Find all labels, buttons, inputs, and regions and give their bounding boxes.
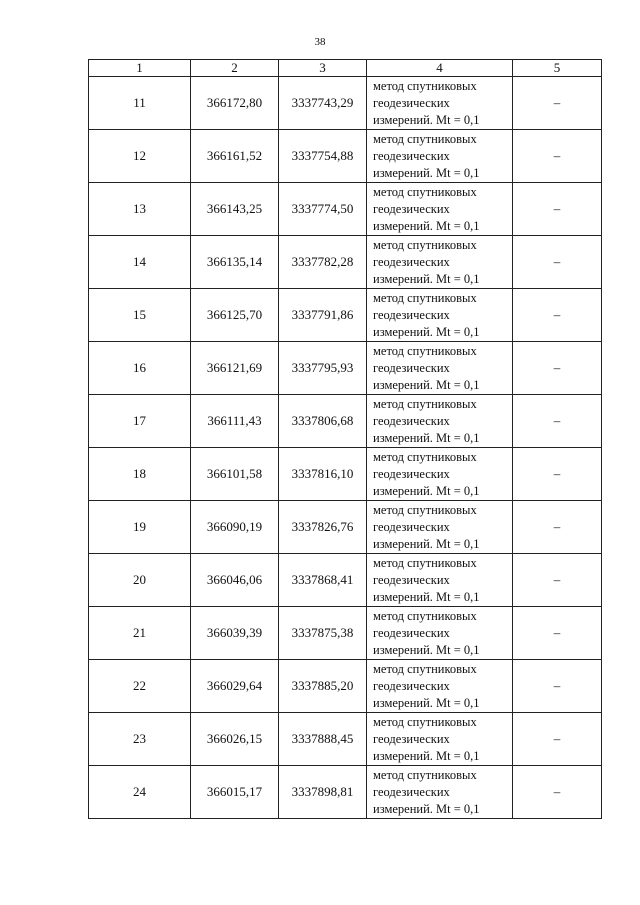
y-coordinate-cell: 3337782,28 [279, 236, 367, 289]
method-line: геодезических [373, 254, 450, 269]
note-cell: – [513, 395, 602, 448]
method-line: измерений. Mt = 0,1 [373, 271, 480, 286]
method-line: геодезических [373, 731, 450, 746]
coordinates-table [88, 59, 602, 819]
note-cell: – [513, 342, 602, 395]
method-line: геодезических [373, 466, 450, 481]
y-coordinate-cell: 3337888,45 [279, 713, 367, 766]
method-cell [367, 289, 513, 342]
point-number-cell: 23 [89, 713, 191, 766]
point-number-cell: 24 [89, 766, 191, 819]
point-number-cell: 17 [89, 395, 191, 448]
header-col-5: 5 [513, 60, 602, 77]
method-line: метод спутниковых [373, 714, 477, 729]
method-line: измерений. Mt = 0,1 [373, 589, 480, 604]
method-line: геодезических [373, 678, 450, 693]
method-line: метод спутниковых [373, 184, 477, 199]
method-line: геодезических [373, 519, 450, 534]
method-line: измерений. Mt = 0,1 [373, 218, 480, 233]
method-line: метод спутниковых [373, 767, 477, 782]
point-number-cell: 22 [89, 660, 191, 713]
method-line: геодезических [373, 201, 450, 216]
header-row [89, 60, 602, 77]
point-number-cell: 15 [89, 289, 191, 342]
method-line: измерений. Mt = 0,1 [373, 801, 480, 816]
method-line: измерений. Mt = 0,1 [373, 748, 480, 763]
page-number: 38 [314, 36, 326, 48]
x-coordinate-cell: 366121,69 [191, 342, 279, 395]
note-cell: – [513, 660, 602, 713]
method-cell [367, 183, 513, 236]
method-line: измерений. Mt = 0,1 [373, 324, 480, 339]
method-line: метод спутниковых [373, 290, 477, 305]
y-coordinate-cell: 3337816,10 [279, 448, 367, 501]
x-coordinate-cell: 366172,80 [191, 77, 279, 130]
method-cell [367, 130, 513, 183]
table-row [89, 660, 602, 713]
header-col-4: 4 [367, 60, 513, 77]
x-coordinate-cell: 366101,58 [191, 448, 279, 501]
y-coordinate-cell: 3337754,88 [279, 130, 367, 183]
method-cell [367, 607, 513, 660]
method-cell [367, 395, 513, 448]
y-coordinate-cell: 3337826,76 [279, 501, 367, 554]
method-line: измерений. Mt = 0,1 [373, 430, 480, 445]
method-line: измерений. Mt = 0,1 [373, 483, 480, 498]
x-coordinate-cell: 366111,43 [191, 395, 279, 448]
point-number-cell: 16 [89, 342, 191, 395]
method-line: метод спутниковых [373, 396, 477, 411]
method-line: метод спутниковых [373, 343, 477, 358]
table-row [89, 130, 602, 183]
x-coordinate-cell: 366125,70 [191, 289, 279, 342]
point-number-cell: 13 [89, 183, 191, 236]
method-line: метод спутниковых [373, 608, 477, 623]
method-line: измерений. Mt = 0,1 [373, 112, 480, 127]
method-line: метод спутниковых [373, 502, 477, 517]
method-line: метод спутниковых [373, 131, 477, 146]
method-line: геодезических [373, 95, 450, 110]
x-coordinate-cell: 366143,25 [191, 183, 279, 236]
table-row [89, 183, 602, 236]
note-cell: – [513, 77, 602, 130]
method-line: измерений. Mt = 0,1 [373, 695, 480, 710]
x-coordinate-cell: 366135,14 [191, 236, 279, 289]
method-line: метод спутниковых [373, 237, 477, 252]
note-cell: – [513, 130, 602, 183]
table-header [89, 60, 602, 77]
header-col-1: 1 [89, 60, 191, 77]
x-coordinate-cell: 366015,17 [191, 766, 279, 819]
table-row [89, 501, 602, 554]
method-line: метод спутниковых [373, 449, 477, 464]
table-row [89, 236, 602, 289]
table-row [89, 77, 602, 130]
x-coordinate-cell: 366161,52 [191, 130, 279, 183]
note-cell: – [513, 607, 602, 660]
method-line: геодезических [373, 413, 450, 428]
point-number-cell: 18 [89, 448, 191, 501]
y-coordinate-cell: 3337791,86 [279, 289, 367, 342]
table-row [89, 448, 602, 501]
note-cell: – [513, 713, 602, 766]
x-coordinate-cell: 366046,06 [191, 554, 279, 607]
note-cell: – [513, 766, 602, 819]
note-cell: – [513, 554, 602, 607]
point-number-cell: 14 [89, 236, 191, 289]
y-coordinate-cell: 3337806,68 [279, 395, 367, 448]
note-cell: – [513, 183, 602, 236]
x-coordinate-cell: 366029,64 [191, 660, 279, 713]
table-row [89, 713, 602, 766]
point-number-cell: 21 [89, 607, 191, 660]
x-coordinate-cell: 366090,19 [191, 501, 279, 554]
x-coordinate-cell: 366026,15 [191, 713, 279, 766]
table-body [89, 77, 602, 819]
method-cell [367, 713, 513, 766]
method-line: геодезических [373, 572, 450, 587]
method-cell [367, 236, 513, 289]
method-line: метод спутниковых [373, 78, 477, 93]
y-coordinate-cell: 3337868,41 [279, 554, 367, 607]
method-line: геодезических [373, 307, 450, 322]
header-col-3: 3 [279, 60, 367, 77]
method-line: геодезических [373, 625, 450, 640]
y-coordinate-cell: 3337774,50 [279, 183, 367, 236]
method-line: геодезических [373, 360, 450, 375]
y-coordinate-cell: 3337795,93 [279, 342, 367, 395]
point-number-cell: 11 [89, 77, 191, 130]
table-row [89, 342, 602, 395]
method-line: метод спутниковых [373, 661, 477, 676]
x-coordinate-cell: 366039,39 [191, 607, 279, 660]
method-line: измерений. Mt = 0,1 [373, 165, 480, 180]
method-cell [367, 766, 513, 819]
method-line: геодезических [373, 148, 450, 163]
method-cell [367, 660, 513, 713]
note-cell: – [513, 289, 602, 342]
method-cell [367, 342, 513, 395]
header-col-2: 2 [191, 60, 279, 77]
note-cell: – [513, 448, 602, 501]
method-line: измерений. Mt = 0,1 [373, 642, 480, 657]
table-row [89, 395, 602, 448]
y-coordinate-cell: 3337885,20 [279, 660, 367, 713]
table-row [89, 554, 602, 607]
y-coordinate-cell: 3337898,81 [279, 766, 367, 819]
method-cell [367, 501, 513, 554]
point-number-cell: 19 [89, 501, 191, 554]
table-row [89, 766, 602, 819]
note-cell: – [513, 236, 602, 289]
note-cell: – [513, 501, 602, 554]
y-coordinate-cell: 3337743,29 [279, 77, 367, 130]
method-line: измерений. Mt = 0,1 [373, 377, 480, 392]
table-row [89, 289, 602, 342]
method-line: измерений. Mt = 0,1 [373, 536, 480, 551]
method-cell [367, 77, 513, 130]
method-cell [367, 448, 513, 501]
point-number-cell: 20 [89, 554, 191, 607]
method-line: геодезических [373, 784, 450, 799]
method-line: метод спутниковых [373, 555, 477, 570]
table-row [89, 607, 602, 660]
y-coordinate-cell: 3337875,38 [279, 607, 367, 660]
method-cell [367, 554, 513, 607]
point-number-cell: 12 [89, 130, 191, 183]
